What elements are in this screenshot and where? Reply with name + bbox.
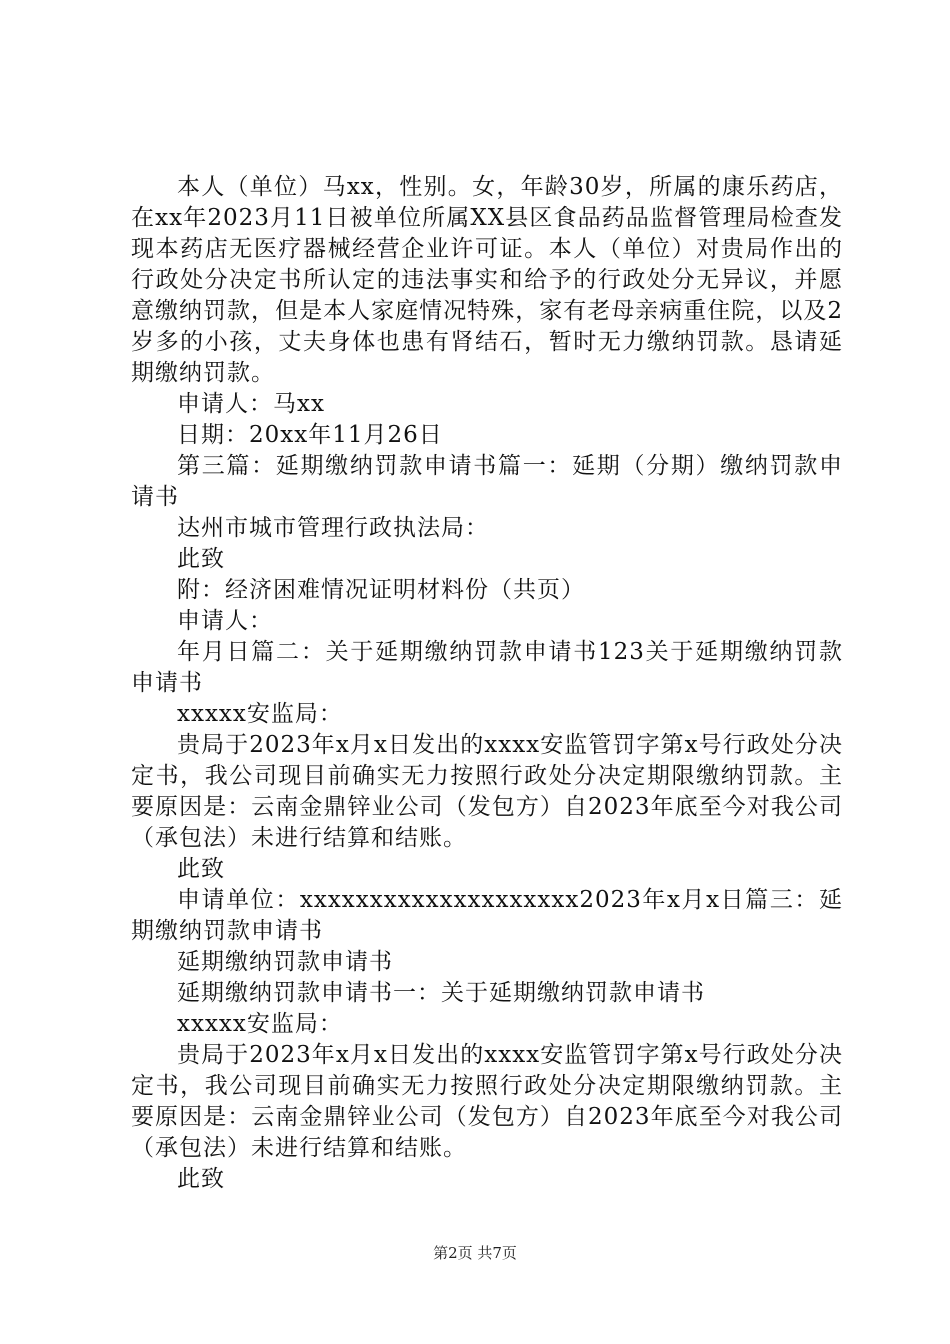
page-footer: 第2页 共7页 <box>433 1244 517 1262</box>
paragraph-body-2: 贵局于2023年x月x日发出的xxxx安监管罚字第x号行政处分决定书，我公司现目前确实无力按照行政处分决定期限缴纳罚款。主要原因是：云南金鼎锌业公司（发包方）自2023年底至今对我公司（承包法）未进行结算和结账。 <box>131 1042 843 1161</box>
paragraph-date: 日期：20xx年11月26日 <box>177 422 443 448</box>
paragraph-addressee-dazhou: 达州市城市管理行政执法局： <box>177 515 489 541</box>
paragraph-applicant-unit: 申请单位：xxxxxxxxxxxxxxxxxxxx2023年x月x日篇三：延期缴纳罚款申请书 <box>131 887 843 944</box>
paragraph-attachment: 附：经济困难情况证明材料份（共页） <box>177 577 585 603</box>
paragraph-addressee-safety-2: xxxxx安监局： <box>177 1011 343 1037</box>
paragraph-title: 延期缴纳罚款申请书 <box>177 949 393 975</box>
paragraph-body-1: 贵局于2023年x月x日发出的xxxx安监管罚字第x号行政处分决定书，我公司现目前确实无力按照行政处分决定期限缴纳罚款。主要原因是：云南金鼎锌业公司（发包方）自2023年底至今对我公司（承包法）未进行结算和结账。 <box>131 732 843 851</box>
paragraph-applicant: 申请人：马xx <box>177 391 325 417</box>
paragraph-closing-2: 此致 <box>177 856 225 882</box>
paragraph-addressee-safety-1: xxxxx安监局： <box>177 701 343 727</box>
paragraph-date-section-two: 年月日篇二：关于延期缴纳罚款申请书123关于延期缴纳罚款申请书 <box>131 639 843 696</box>
document-body <box>131 172 843 1195</box>
paragraph-applicant-blank: 申请人： <box>177 608 273 634</box>
paragraph-closing-1: 此致 <box>177 546 225 572</box>
paragraph-subtitle: 延期缴纳罚款申请书一：关于延期缴纳罚款申请书 <box>177 980 705 1006</box>
paragraph-statement: 本人（单位）马xx，性别。女，年龄30岁，所属的康乐药店，在xx年2023月11日被单位所属XX县区食品药品监督管理局检查发现本药店无医疗器械经营企业许可证。本人（单位）对贵局作出的行政处分决定书所认定的违法事实和给予的行政处分无异议，并愿意缴纳罚款，但是本人家庭情况特殊，家有老母亲病重住院，以及2岁多的小孩，丈夫身体也患有肾结石，暂时无力缴纳罚款。恳请延期缴纳罚款。 <box>131 174 843 386</box>
paragraph-closing-3: 此致 <box>177 1166 225 1192</box>
paragraph-section-three-heading: 第三篇：延期缴纳罚款申请书篇一：延期（分期）缴纳罚款申请书 <box>131 453 843 510</box>
